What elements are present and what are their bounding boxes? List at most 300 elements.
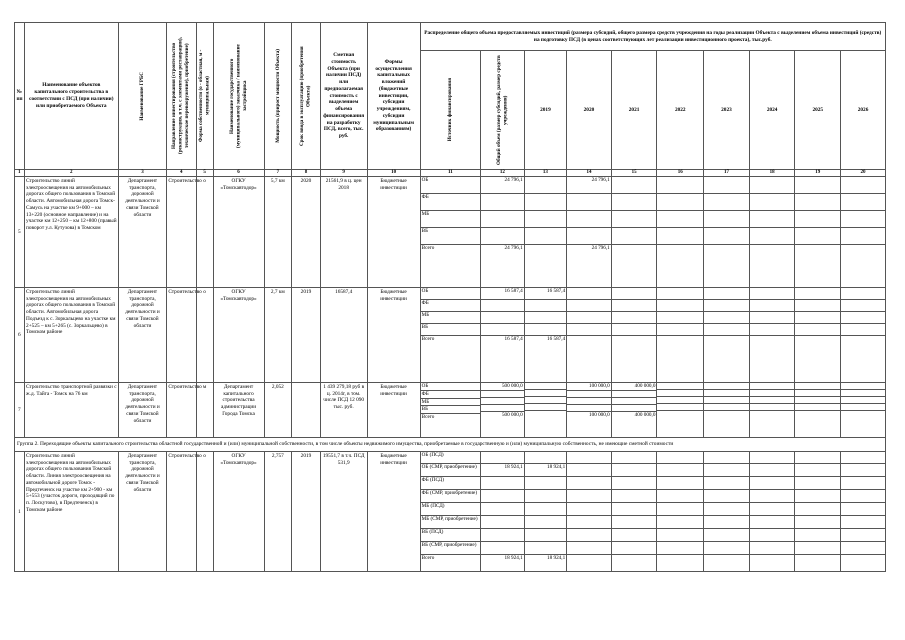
col-term-header: Срок ввода в эксплуатацию (приобретения Объекта) xyxy=(292,23,321,170)
funding-source-value: ВБ (ПСД) xyxy=(421,529,481,542)
capacity-value: 5,7 км xyxy=(264,177,292,288)
empty-cell xyxy=(612,452,657,464)
year-header: 2026 xyxy=(841,51,886,170)
year-amount xyxy=(524,288,566,383)
year-amount xyxy=(524,383,566,438)
investment-direction: Строительство xyxy=(166,177,196,288)
empty-cell xyxy=(704,555,749,568)
year-amount-list xyxy=(612,383,657,418)
group-title: Группа 2. Переходящие объекты капитального строительства областной государственной и (или) муниципальной собственности, в том числе объекты недвижимого имущества, приобретаемые в государственную и (или) муниципальную собственность, не имеющие сметной стоимости xyxy=(15,438,886,452)
empty-cell xyxy=(750,288,795,300)
empty-cell xyxy=(795,490,840,503)
funding-source-value: ВБ (СМР, приобретение) xyxy=(421,542,481,555)
year-amount xyxy=(749,288,795,383)
funding-source-value: ОБ xyxy=(421,177,481,194)
year-amount-value xyxy=(567,391,611,398)
empty-cell xyxy=(704,211,749,228)
commissioning-term: 2020 xyxy=(292,177,321,288)
year-header: 2021 xyxy=(611,51,657,170)
col-no-header: № пп xyxy=(15,23,25,170)
total-amount-value xyxy=(481,391,524,398)
total-amount-list xyxy=(481,177,524,261)
year-amount-value: 16 587,4 xyxy=(525,288,566,300)
year-amount-list xyxy=(795,452,840,567)
empty-cell xyxy=(567,542,611,555)
empty-cell xyxy=(567,516,611,529)
total-amount xyxy=(481,383,525,438)
year-amount xyxy=(841,177,886,288)
total-amount xyxy=(481,177,525,288)
empty-cell xyxy=(750,397,795,404)
empty-cell xyxy=(612,542,657,555)
year-header: 2022 xyxy=(657,51,704,170)
empty-cell xyxy=(657,404,703,411)
year-amount-value: 24 796,1 xyxy=(567,177,611,194)
year-amount-value: 400 000,0 xyxy=(634,412,656,419)
year-header: 2023 xyxy=(704,51,750,170)
empty-cell xyxy=(657,312,703,324)
total-amount-value xyxy=(481,452,524,464)
empty-cell xyxy=(657,477,703,490)
empty-cell xyxy=(750,324,795,336)
empty-cell xyxy=(704,228,749,245)
year-amount-value xyxy=(525,477,566,490)
row-number: 5 xyxy=(15,177,25,288)
year-amount-list xyxy=(657,383,703,417)
empty-cell xyxy=(750,464,795,477)
empty-cell xyxy=(612,464,657,477)
year-amount-value: 24 796,1 xyxy=(591,245,610,252)
empty-cell xyxy=(567,555,611,568)
funding-source-value: ВБ xyxy=(421,228,481,245)
total-amount-value xyxy=(481,312,524,324)
empty-cell xyxy=(795,464,840,477)
empty-cell xyxy=(657,452,703,464)
year-amount-list xyxy=(525,288,566,347)
funding-source-value: МБ xyxy=(421,211,481,228)
year-amount-value xyxy=(525,503,566,516)
object-name: Строительство линий электроосвещения на автомобильных дорогах общего пользования в Томской области. Автомобильная дорога Подъезд к с. Зоркальцево на участке км 2+525 – км 5+265 (с. Зоркальцево) в Томском районе xyxy=(24,288,119,383)
empty-cell xyxy=(657,503,703,516)
year-amount xyxy=(657,177,704,288)
empty-cell xyxy=(795,390,840,397)
year-amount-value xyxy=(525,516,566,529)
empty-cell xyxy=(841,390,885,397)
empty-cell xyxy=(612,516,657,529)
empty-cell xyxy=(657,336,703,348)
col-forms-header: Формы осуществления капитальных вложений (бюджетные инвестиции, субсидии учреждениям, субсидии муниципальным образованиям) xyxy=(367,23,420,170)
year-amount-list xyxy=(567,288,611,347)
empty-cell xyxy=(612,477,657,490)
empty-cell xyxy=(704,390,749,397)
total-amount-value xyxy=(481,211,524,228)
empty-cell xyxy=(750,300,795,312)
empty-cell xyxy=(657,324,703,336)
empty-cell xyxy=(567,529,611,542)
empty-cell xyxy=(657,529,703,542)
empty-cell xyxy=(750,211,795,228)
total-amount-value xyxy=(481,194,524,211)
total-amount-value xyxy=(481,516,524,529)
investment-table-document xyxy=(14,22,886,578)
empty-cell xyxy=(567,464,611,477)
year-amount xyxy=(524,452,566,572)
empty-cell xyxy=(750,542,795,555)
ownership-form: о xyxy=(196,452,213,572)
year-amount-list xyxy=(841,177,885,261)
investment-table xyxy=(14,22,886,572)
total-amount-value: 18 924,1 xyxy=(504,555,523,562)
year-amount-value xyxy=(612,288,657,300)
year-amount-list xyxy=(795,288,840,347)
funding-source-value: ВБ xyxy=(421,406,481,414)
column-number-row: 1 2 3 4 5 6 7 8 9 10 11 12 13 14 15 16 17 18 19 20 xyxy=(15,170,886,177)
funding-source-value: ВБ xyxy=(421,324,481,336)
year-amount-value: 100 000,0 xyxy=(589,412,610,419)
empty-cell xyxy=(841,397,885,404)
col-direction-header: Направление инвестирования (строительство (реконструкция, в т.ч. с элементами реставрации), техническое перевооружение), приобретение) xyxy=(166,23,196,170)
col-name-header: Наименование объектов капитального строительства в соответствии с ПСД (при наличии) или приобретаемого Объекта xyxy=(24,23,119,170)
empty-cell xyxy=(795,300,840,312)
year-amount-value xyxy=(525,300,566,312)
empty-cell xyxy=(657,464,703,477)
empty-cell xyxy=(750,245,795,262)
year-amount-value xyxy=(567,228,611,245)
total-amount-list xyxy=(481,288,524,347)
empty-cell xyxy=(750,336,795,348)
table-row xyxy=(15,452,886,572)
funding-source xyxy=(420,288,481,383)
empty-cell xyxy=(841,404,885,411)
year-amount-value xyxy=(525,194,566,211)
ownership-form: о xyxy=(196,177,213,288)
year-amount xyxy=(704,177,750,288)
funding-source-value: Всего xyxy=(421,555,435,562)
empty-cell xyxy=(704,477,749,490)
year-amount-value xyxy=(567,288,611,300)
empty-cell xyxy=(795,555,840,568)
year-header: 2020 xyxy=(567,51,612,170)
empty-cell xyxy=(750,516,795,529)
col-cost-header: Сметная стоимость Объекта (при наличии ПСД) или предполагаемая стоимость с выделением объема финансирования на разработку ПСД, всего, тыс. руб. xyxy=(320,23,367,170)
empty-cell xyxy=(795,194,840,211)
row-number: 6 xyxy=(15,288,25,383)
year-amount xyxy=(795,288,841,383)
year-amount-list xyxy=(704,288,749,347)
empty-cell xyxy=(657,300,703,312)
year-amount-list xyxy=(525,383,566,417)
group-header-row xyxy=(15,438,886,452)
year-amount-value xyxy=(612,211,657,228)
total-amount-value xyxy=(481,300,524,312)
empty-cell xyxy=(841,516,885,529)
total-amount-value: 500 000,0 xyxy=(501,412,523,419)
col-ownership-header: Форма собственности (о - областная, м - муниципальная) xyxy=(196,23,213,170)
year-amount-list xyxy=(612,288,657,347)
total-amount-value xyxy=(481,529,524,542)
empty-cell xyxy=(750,452,795,464)
empty-cell xyxy=(657,411,703,418)
empty-cell xyxy=(750,312,795,324)
year-amount-value xyxy=(525,390,566,397)
year-amount xyxy=(841,383,886,438)
empty-cell xyxy=(795,177,840,194)
year-amount-list xyxy=(750,177,795,261)
empty-cell xyxy=(612,490,657,503)
empty-cell xyxy=(795,411,840,418)
year-amount-value: 18 924,1 xyxy=(525,464,566,477)
funding-source-list xyxy=(421,288,481,347)
empty-cell xyxy=(750,490,795,503)
empty-cell xyxy=(657,542,703,555)
year-amount-value xyxy=(612,245,657,262)
year-amount xyxy=(704,383,750,438)
year-amount xyxy=(524,177,566,288)
empty-cell xyxy=(795,452,840,464)
empty-cell xyxy=(704,324,749,336)
row-number: 1 xyxy=(15,452,25,572)
year-amount-list xyxy=(750,383,795,417)
empty-cell xyxy=(750,228,795,245)
total-amount-value: 16 587,4 xyxy=(504,336,523,343)
investment-form: Бюджетные инвестиции xyxy=(367,288,420,383)
year-amount-value xyxy=(612,405,657,412)
year-amount-list xyxy=(657,177,703,261)
empty-cell xyxy=(795,228,840,245)
funding-source-value: ОБ (ПСД) xyxy=(421,452,481,464)
year-amount-value xyxy=(525,228,566,245)
empty-cell xyxy=(841,288,885,300)
empty-cell xyxy=(657,177,703,194)
funding-source-list xyxy=(421,452,481,567)
empty-cell xyxy=(841,245,885,262)
total-amount-value xyxy=(481,490,524,503)
year-amount xyxy=(657,383,704,438)
year-amount xyxy=(795,177,841,288)
total-amount-value: 24 796,1 xyxy=(481,177,524,194)
year-amount-value xyxy=(525,404,566,411)
year-amount xyxy=(567,177,612,288)
year-amount-value xyxy=(525,411,566,418)
empty-cell xyxy=(795,516,840,529)
empty-cell xyxy=(612,503,657,516)
empty-cell xyxy=(795,288,840,300)
year-amount-list xyxy=(525,452,566,567)
year-amount-list xyxy=(657,288,703,347)
empty-cell xyxy=(750,404,795,411)
estimated-cost: 19551,7 в т.ч. ПСД 531,9 xyxy=(320,452,367,572)
empty-cell xyxy=(841,503,885,516)
year-amount-value xyxy=(567,312,611,324)
empty-cell xyxy=(567,490,611,503)
customer-name: ОГКУ «Томскавтодор» xyxy=(213,177,264,288)
empty-cell xyxy=(750,177,795,194)
funding-source-value: ФБ xyxy=(421,391,481,399)
year-amount xyxy=(611,383,657,438)
empty-cell xyxy=(567,503,611,516)
year-amount-value xyxy=(567,405,611,412)
empty-cell xyxy=(841,312,885,324)
grbs-name: Департамент транспорта, дорожной деятельности и связи Томской области xyxy=(119,177,167,288)
year-amount-list xyxy=(750,288,795,347)
empty-cell xyxy=(704,288,749,300)
empty-cell xyxy=(795,503,840,516)
empty-cell xyxy=(841,464,885,477)
empty-cell xyxy=(841,490,885,503)
year-amount-list xyxy=(750,452,795,567)
year-amount-value: 18 924,1 xyxy=(547,555,566,562)
total-amount-value xyxy=(481,503,524,516)
empty-cell xyxy=(704,194,749,211)
grbs-name: Департамент транспорта, дорожной деятельности и связи Томской области xyxy=(119,288,167,383)
year-amount-list xyxy=(704,177,749,261)
empty-cell xyxy=(704,336,749,348)
year-amount-list xyxy=(567,177,611,261)
col-capacity-header: Мощность (прирост мощности Объекта) xyxy=(264,23,292,170)
year-amount-value xyxy=(612,398,657,405)
year-amount-value xyxy=(612,177,657,194)
year-amount-value xyxy=(525,211,566,228)
empty-cell xyxy=(657,211,703,228)
empty-cell xyxy=(841,211,885,228)
empty-cell xyxy=(657,194,703,211)
total-amount-value xyxy=(481,405,524,412)
year-amount xyxy=(567,288,612,383)
row-number: 7 xyxy=(15,383,25,438)
year-amount xyxy=(749,383,795,438)
year-amount-value xyxy=(567,211,611,228)
commissioning-term: 2019 xyxy=(292,452,321,572)
empty-cell xyxy=(795,542,840,555)
year-amount-value xyxy=(567,300,611,312)
empty-cell xyxy=(657,245,703,262)
year-amount-value xyxy=(525,177,566,194)
funding-source-value: Всего xyxy=(421,336,435,343)
year-amount xyxy=(704,452,750,572)
empty-cell xyxy=(567,452,611,464)
year-amount xyxy=(749,177,795,288)
year-amount-list xyxy=(841,288,885,347)
year-amount-list xyxy=(567,383,611,418)
funding-source-value: МБ (ПСД) xyxy=(421,503,481,516)
year-amount-value xyxy=(612,300,657,312)
empty-cell xyxy=(750,477,795,490)
total-amount-value: 24 796,1 xyxy=(504,245,523,252)
total-amount-value: 16 587,4 xyxy=(481,288,524,300)
total-amount-value xyxy=(481,542,524,555)
empty-cell xyxy=(841,477,885,490)
table-row xyxy=(15,383,886,438)
capacity-value: 2,757 xyxy=(264,452,292,572)
year-amount xyxy=(611,288,657,383)
year-header: 2025 xyxy=(795,51,841,170)
customer-name: ОГКУ «Томскавтодор» xyxy=(213,288,264,383)
funding-source-value: МБ xyxy=(421,312,481,324)
empty-cell xyxy=(567,477,611,490)
empty-cell xyxy=(704,503,749,516)
empty-cell xyxy=(657,397,703,404)
customer-name: ОГКУ «Томскавтодор» xyxy=(213,452,264,572)
col-grbs-header: Наименование ГРБС xyxy=(119,23,167,170)
funding-source-value: Всего xyxy=(421,414,435,421)
year-amount xyxy=(611,177,657,288)
empty-cell xyxy=(750,411,795,418)
empty-cell xyxy=(750,194,795,211)
year-amount xyxy=(795,452,841,572)
year-amount-value xyxy=(525,542,566,555)
total-amount xyxy=(481,288,525,383)
year-amount-value xyxy=(612,194,657,211)
estimated-cost: 21561,9 в ц. цен 2018 xyxy=(320,177,367,288)
empty-cell xyxy=(795,211,840,228)
col-customer-header: Наименование государственного (муниципального) заказчика / наименование застройщика xyxy=(213,23,264,170)
empty-cell xyxy=(657,516,703,529)
investment-direction: Строительство xyxy=(166,452,196,572)
funding-source-value: ФБ xyxy=(421,300,481,312)
capacity-value: 2,052 xyxy=(264,383,292,438)
commissioning-term xyxy=(292,383,321,438)
empty-cell xyxy=(750,503,795,516)
empty-cell xyxy=(795,404,840,411)
empty-cell xyxy=(704,312,749,324)
empty-cell xyxy=(704,490,749,503)
funding-source-value: ОБ xyxy=(421,383,481,390)
year-amount-value xyxy=(612,228,657,245)
funding-source-value: ОБ xyxy=(421,288,481,300)
year-amount-value xyxy=(612,324,657,336)
total-amount-list xyxy=(481,452,524,567)
empty-cell xyxy=(750,529,795,542)
empty-cell xyxy=(704,529,749,542)
capacity-value: 2,7 км xyxy=(264,288,292,383)
empty-cell xyxy=(657,555,703,568)
empty-cell xyxy=(795,529,840,542)
year-amount xyxy=(795,383,841,438)
empty-cell xyxy=(841,529,885,542)
funding-source-list xyxy=(421,177,481,261)
year-amount xyxy=(567,383,612,438)
total-amount-value: 18 924,1 xyxy=(481,464,524,477)
estimated-cost: 1 439 279,18 руб в ц. 2014г, в том. числе ПСД 12 090 тыс. руб. xyxy=(320,383,367,438)
total-amount-value xyxy=(481,324,524,336)
year-amount-list xyxy=(525,177,566,261)
investment-direction: Строительство xyxy=(166,383,196,438)
empty-cell xyxy=(704,397,749,404)
funding-source-list xyxy=(421,383,481,420)
year-amount-list xyxy=(795,383,840,417)
col-distribution-header: Распределение общего объема предоставляемых инвестиций (размера субсидий, общего размера средств учреждения на годы реализации Объекта с выделением объема инвестиций (средств) на подготовку ПСД (в ценах соответствующих лет реализации инвестиционного проекта), тыс.руб. xyxy=(420,23,885,51)
total-amount-value xyxy=(481,398,524,405)
empty-cell xyxy=(841,228,885,245)
year-amount-value: 16 587,4 xyxy=(547,336,566,343)
commissioning-term: 2019 xyxy=(292,288,321,383)
investment-form: Бюджетные инвестиции xyxy=(367,452,420,572)
year-amount-value xyxy=(567,336,611,348)
funding-source xyxy=(420,452,481,572)
investment-form: Бюджетные инвестиции xyxy=(367,383,420,438)
year-amount-value xyxy=(612,336,657,348)
empty-cell xyxy=(750,390,795,397)
year-amount xyxy=(749,452,795,572)
empty-cell xyxy=(704,516,749,529)
object-name: Строительство транспортной развязки с ж.д. Тайга - Томск на 76 км xyxy=(24,383,119,438)
year-amount-value xyxy=(567,398,611,405)
total-amount-value: 500 000,0 xyxy=(481,383,524,390)
empty-cell xyxy=(841,555,885,568)
year-amount-value xyxy=(525,529,566,542)
year-amount-list xyxy=(704,452,749,567)
year-amount-value xyxy=(525,245,566,262)
